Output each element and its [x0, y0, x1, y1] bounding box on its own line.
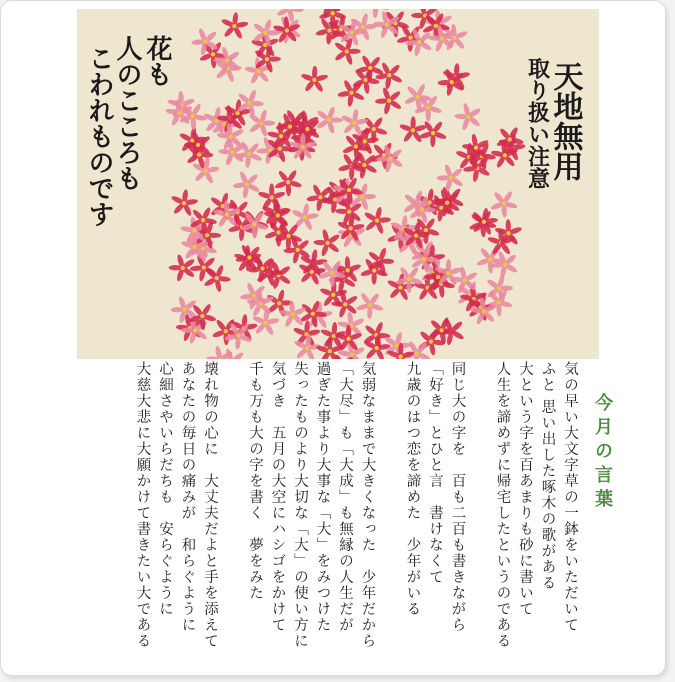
flower — [210, 192, 237, 220]
flower — [375, 87, 402, 115]
flower — [399, 116, 427, 143]
flower — [496, 126, 524, 154]
flower — [276, 9, 304, 23]
daimonjiso-illustration — [77, 9, 599, 359]
flower — [192, 156, 220, 184]
calligraphy-line-5: こわれものです — [84, 45, 114, 227]
flower — [258, 183, 286, 210]
flower — [316, 337, 344, 359]
flower — [313, 229, 340, 257]
calligraphy-left — [84, 35, 173, 227]
flower — [375, 62, 403, 90]
flower — [419, 120, 447, 147]
flower — [300, 66, 328, 93]
flower — [437, 164, 464, 192]
calligraphy-line-2: 取り扱い注意 — [524, 57, 550, 189]
flower — [274, 169, 302, 196]
section-title: 今月の言葉 — [592, 393, 613, 513]
calligraphy-right — [525, 57, 584, 189]
poem-body: 気の早い大文字草の一鉢をいただいて ふと 思い出した啄木の歌がある 大という字を百あまりも砂に書いて 人生を諦めずに帰宅したというのである 同じ大の字を 百も二百も書きながら 「好き」とひと言 書けなくて 九歳のはつ恋を諦めた 少年がいる 気弱なままで大きくなった 少年だから 「大尽」も「大成」も無縁の人生だが 過ぎた事より大事な「大」をみつけた 失ったものより大切な「大」の使い方に 気づき 五月の大空にハシゴをかけて 千も万も大の字を書く 夢をみた 壊れ物の心に 大丈夫だよと手を添えて あなたの毎日の痛みが 和らぐように 心細さやいらだちも 安らぐように 大慈大悲に大願かけて書きたい大である — [134, 361, 578, 649]
flower — [203, 264, 231, 292]
flower — [221, 12, 249, 40]
calligraphy-line-3: 花も — [142, 35, 172, 87]
flower — [356, 292, 384, 319]
flower — [206, 345, 233, 359]
flower-painting — [77, 9, 599, 359]
flower — [454, 103, 481, 131]
calligraphy-line-1: 天地無用 — [547, 61, 583, 181]
calligraphy-line-4: 人のこころも — [112, 35, 142, 191]
flower — [233, 171, 261, 199]
flower — [476, 246, 504, 273]
flower — [364, 206, 391, 234]
flower — [316, 106, 343, 134]
flower — [490, 190, 518, 217]
